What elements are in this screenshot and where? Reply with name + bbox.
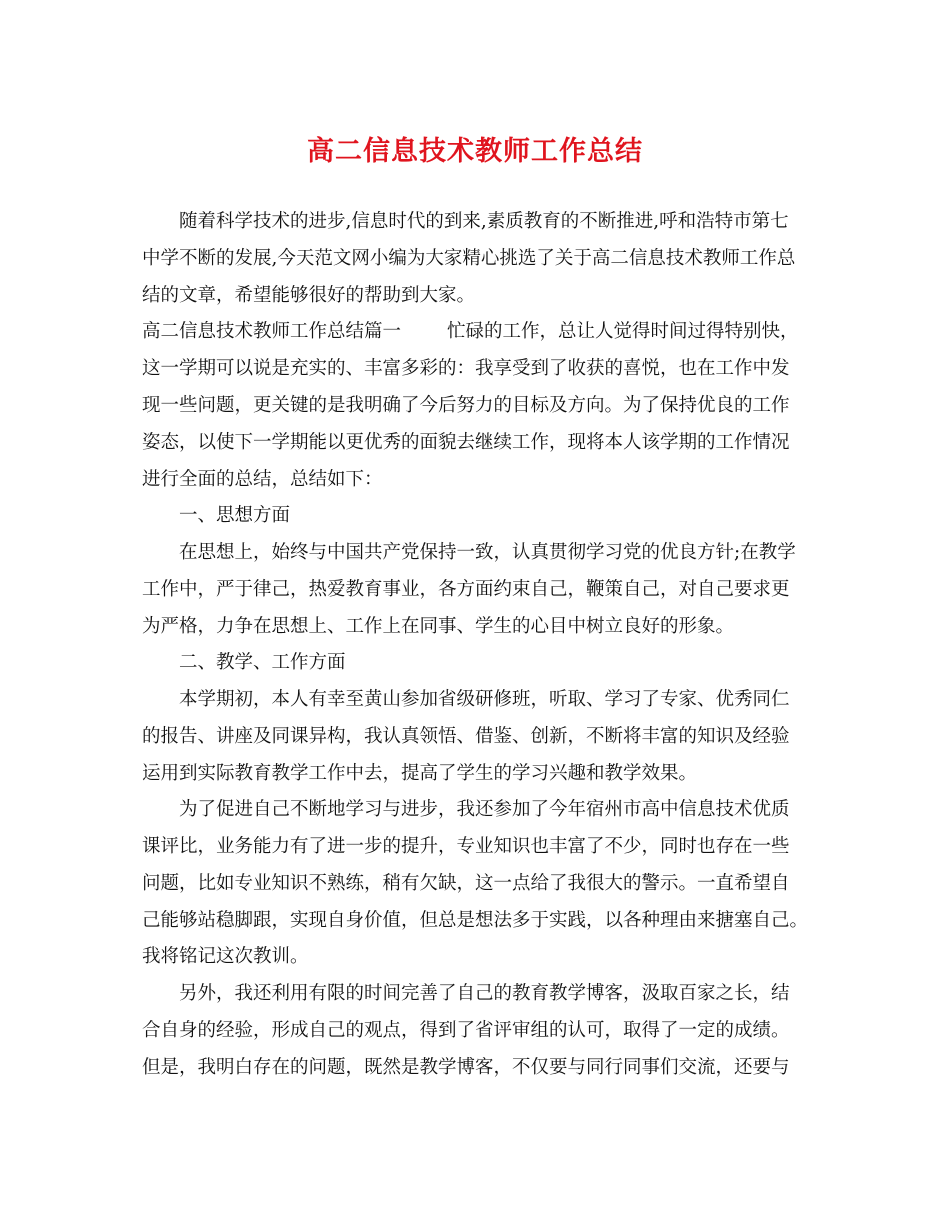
body-line: 为了促进自己不断地学习与进步，我还参加了今年宿州市高中信息技术优质: [179, 799, 790, 820]
body-line: 为严格，力争在思想上、工作上在同事、学生的心目中树立良好的形象。: [142, 616, 735, 637]
body-line: 我将铭记这次教训。: [142, 946, 309, 967]
body-line: 己能够站稳脚跟，实现自身价值，但总是想法多于实践，以各种理由来搪塞自己。: [142, 910, 809, 931]
body-line: 本学期初，本人有幸至黄山参加省级研修班，听取、学习了专家、优秀同仁: [179, 689, 790, 710]
body-line: 随着科学技术的进步,信息时代的到来,素质教育的不断推进,呼和浩特市第七: [179, 211, 789, 232]
section-heading-line: [142, 318, 799, 346]
body-line: 中学不断的发展,今天范文网小编为大家精心挑选了关于高二信息技术教师工作总: [142, 248, 796, 269]
subheading: 一、思想方面: [179, 505, 291, 526]
section-heading: 高二信息技术教师工作总结篇一: [142, 321, 402, 342]
body-line: 现一些问题，更关键的是我明确了今后努力的目标及方向。为了保持优良的工作: [142, 395, 790, 416]
body-line: 工作中，严于律己，热爱教育事业，各方面约束自己，鞭策自己，对自己要求更: [142, 579, 790, 600]
body-line: 这一学期可以说是充实的、丰富多彩的：我享受到了收获的喜悦，也在工作中发: [142, 358, 790, 379]
body-line: 姿态，以使下一学期能以更优秀的面貌去继续工作，现将本人该学期的工作情况: [142, 432, 790, 453]
body-line: 另外，我还利用有限的时间完善了自己的教育教学博客，汲取百家之长，结: [179, 983, 790, 1004]
body-line: 合自身的经验，形成自己的观点，得到了省评审组的认可，取得了一定的成绩。: [142, 1020, 790, 1041]
body-line: 但是，我明白存在的问题，既然是教学博客，不仅要与同行同事们交流，还要与: [142, 1057, 790, 1078]
body-line: 在思想上，始终与中国共产党保持一致，认真贯彻学习党的优良方针;在教学: [179, 542, 796, 563]
body-line: 进行全面的总结，总结如下：: [142, 469, 383, 490]
document-title: 高二信息技术教师工作总结: [307, 136, 643, 167]
body-line: 结的文章，希望能够很好的帮助到大家。: [142, 285, 476, 306]
body-line: 课评比，业务能力有了进一步的提升，专业知识也丰富了不少，同时也存在一些: [142, 836, 790, 857]
subheading: 二、教学、工作方面: [179, 652, 346, 673]
body-line: 问题，比如专业知识不熟练，稍有欠缺，这一点给了我很大的警示。一直希望自: [142, 873, 790, 894]
body-line: 的报告、讲座及同课异构，我认真领悟、借鉴、创新，不断将丰富的知识及经验: [142, 726, 790, 747]
body-text: 忙碌的工作，总让人觉得时间过得特别快，: [447, 321, 799, 342]
body-line: 运用到实际教育教学工作中去，提高了学生的学习兴趣和教学效果。: [142, 763, 698, 784]
